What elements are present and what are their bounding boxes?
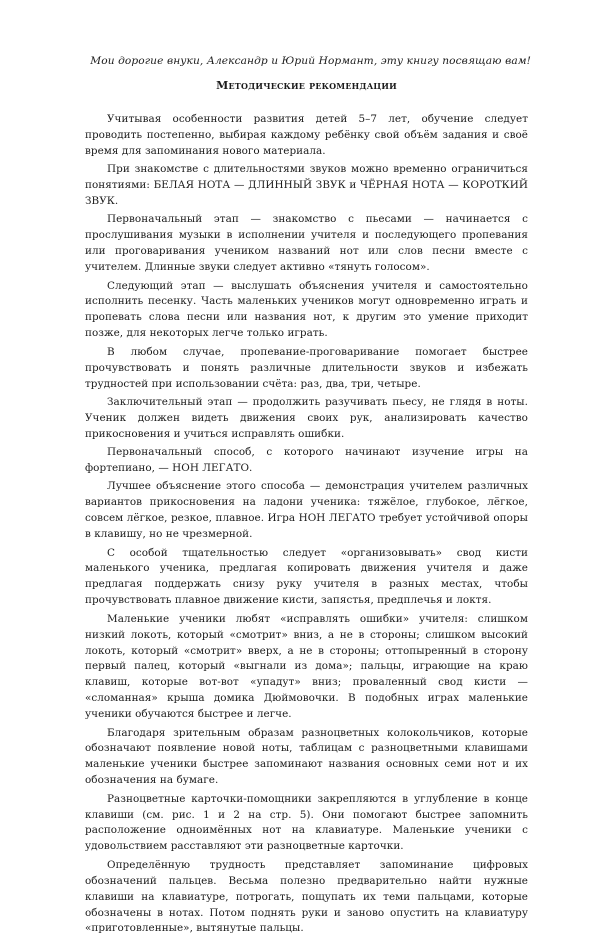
paragraph-2: При знакомстве с длительностями звуков можно временно ограничиться понятиями: БЕЛАЯ НОТА — ДЛИННЫЙ ЗВУК и ЧЁРНАЯ НОТА — КОРОТКИЙ ЗВУК. bbox=[85, 163, 528, 208]
paragraph-4: Следующий этап — выслушать объяснения учителя и самостоятельно исполнить песенку. Часть маленьких учеников могут одновременно играть и пропевать слова песни или названия нот, к другим это умение приходит позже, для некоторых легче только играть. bbox=[85, 279, 528, 340]
paragraph-12: Разноцветные карточки-помощники закрепляются в углубление в конце клавиши (см. рис. 1 и 2 на стр. 5). Они помогают быстрее запомнить расположение одноимённых нот на клавиатуре. Маленькие ученики с удовольствием расставляют эти разноцветные карточки. bbox=[85, 792, 528, 853]
paragraph-10: Маленькие ученики любят «исправлять ошибки» учителя: слишком низкий локоть, который «смотрит» вниз, а не в стороны; слишком высокий локоть, который «смотрит» вверх, а не в стороны; оттопыренный в сторону первый палец, который «выгнали из дома»; пальцы, играющие на краю клавиш, которые вот-вот «упадут» вниз; проваленный свод кисти — «сломанная» крыша домика Дюймовочки. В подобных играх маленькие ученики обучаются быстрее и легче. bbox=[85, 612, 528, 721]
paragraph-8: Лучшее объяснение этого способа — демонстрация учителем различных вариантов прикосновения на ладони ученика: тяжёлое, глубокое, лёгкое, совсем лёгкое, резкое, плавное. Игра НОН ЛЕГАТО требует устойчивой опоры в клавишу, но не чрезмерной. bbox=[85, 480, 528, 541]
paragraph-9: С особой тщательностью следует «организовывать» свод кисти маленького ученика, предлагая копировать движения учителя и даже предлагая поддержать снизу руку учителя в разных местах, чтобы прочувствовать плавное движение кисти, запястья, предплечья и локтя. bbox=[85, 546, 528, 607]
paragraph-13: Определённую трудность представляет запоминание цифровых обозначений пальцев. Весьма полезно предварительно найти нужные клавиши на клавиатуре, потрогать, пощупать их теми пальцами, которые обозначены в нотах. Потом поднять руки и заново опустить на клавиатуру «приготовленные», вытянутые пальцы. bbox=[85, 858, 528, 935]
paragraph-1: Учитывая особенности развития детей 5–7 лет, обучение следует проводить постепенно, выбирая каждому ребёнку свой объём задания и своё время для запоминания нового материала. bbox=[85, 113, 528, 157]
paragraph-5: В любом случае, пропевание-проговаривание помогает быстрее прочувствовать и понять различные длительности звуков и избежать трудностей при использовании счёта: раз, два, три, четыре. bbox=[85, 345, 528, 390]
section-title: Методические рекомендации bbox=[216, 79, 397, 92]
paragraph-7: Первоначальный способ, с которого начинают изучение игры на фортепиано, — НОН ЛЕГАТО. bbox=[85, 446, 528, 475]
paragraph-3: Первоначальный этап — знакомство с пьесами — начинается с прослушивания музыки в исполнении учителя и последующего пропевания или проговаривания учеником названий нот или слов песни вместе с учителем. Длинные звуки следует активно «тянуть голосом». bbox=[85, 213, 528, 274]
dedication-line: Мои дорогие внуки, Александр и Юрий Нормант, эту книгу посвящаю вам! bbox=[90, 55, 531, 67]
paragraph-6: Заключительный этап — продолжить разучивать пьесу, не глядя в ноты. Ученик должен видеть движения своих рук, анализировать качество прикосновения и учиться исправлять ошибки. bbox=[85, 395, 528, 440]
paragraph-11: Благодаря зрительным образам разноцветных колокольчиков, которые обозначают появление новой ноты, таблицам с разноцветными клавишами маленькие ученики быстрее запоминают названия основных семи нот и их обозначения на бумаге. bbox=[85, 726, 528, 787]
